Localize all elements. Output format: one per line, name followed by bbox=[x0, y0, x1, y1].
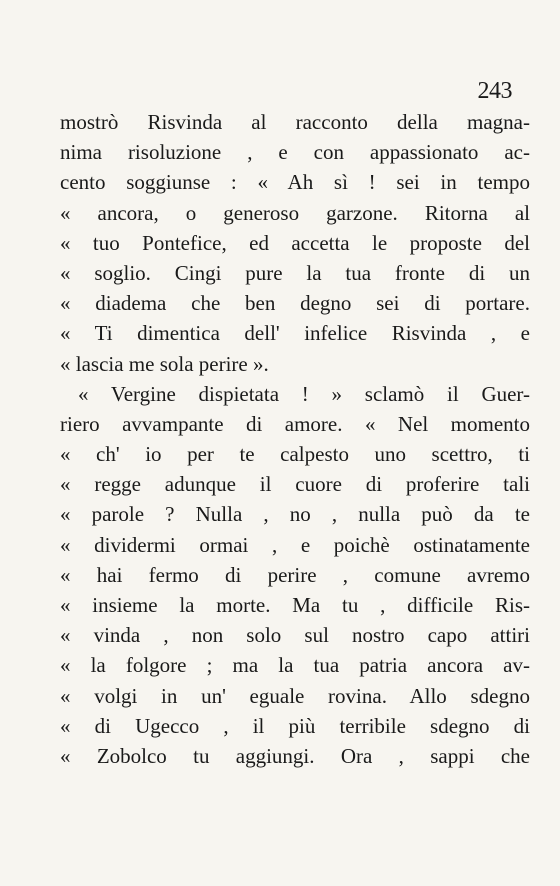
text-line: riero avvampante di amore. « Nel momento bbox=[60, 411, 530, 436]
text-line: « insieme la morte. Ma tu , difficile Ris- bbox=[60, 593, 530, 617]
text-line: cento soggiunse : « Ah sì ! sei in tempo bbox=[60, 170, 530, 195]
text-line: « regge adunque il cuore di proferire tali bbox=[60, 472, 530, 497]
text-line: « volgi in un' eguale rovina. Allo sdegno bbox=[60, 683, 530, 708]
text-line: « ch' io per te calpesto uno scettro, ti bbox=[60, 442, 530, 467]
body-text bbox=[60, 107, 530, 771]
text-line: nima risoluzione , e con appassionato ac- bbox=[60, 140, 530, 165]
text-line: « Ti dimentica dell' infelice Risvinda , e bbox=[60, 321, 530, 346]
text-line: « hai fermo di perire , comune avremo bbox=[60, 562, 530, 587]
text-line: « vinda , non solo sul nostro capo attiri bbox=[60, 623, 530, 648]
text-line: « parole ? Nulla , no , nulla può da te bbox=[60, 502, 530, 527]
text-line: mostrò Risvinda al racconto della magna- bbox=[60, 110, 530, 134]
text-line: « dividermi ormai , e poichè ostinatamente bbox=[60, 532, 530, 557]
text-line: « la folgore ; ma la tua patria ancora av- bbox=[60, 653, 530, 678]
text-line: « di Ugecco , il più terribile sdegno di bbox=[60, 713, 530, 738]
text-line: « tuo Pontefice, ed accetta le proposte del bbox=[60, 230, 530, 255]
text-line: « Vergine dispietata ! » sclamò il Guer- bbox=[78, 381, 530, 406]
text-line: « soglio. Cingi pure la tua fronte di un bbox=[60, 260, 530, 285]
text-line: « Zobolco tu aggiungi. Ora , sappi che bbox=[60, 743, 530, 768]
text-line: « lascia me sola perire ». bbox=[60, 351, 269, 376]
page-number: 243 bbox=[477, 78, 512, 104]
text-line: « diadema che ben degno sei di portare. bbox=[60, 291, 530, 316]
text-line: « ancora, o generoso garzone. Ritorna al bbox=[60, 200, 530, 225]
